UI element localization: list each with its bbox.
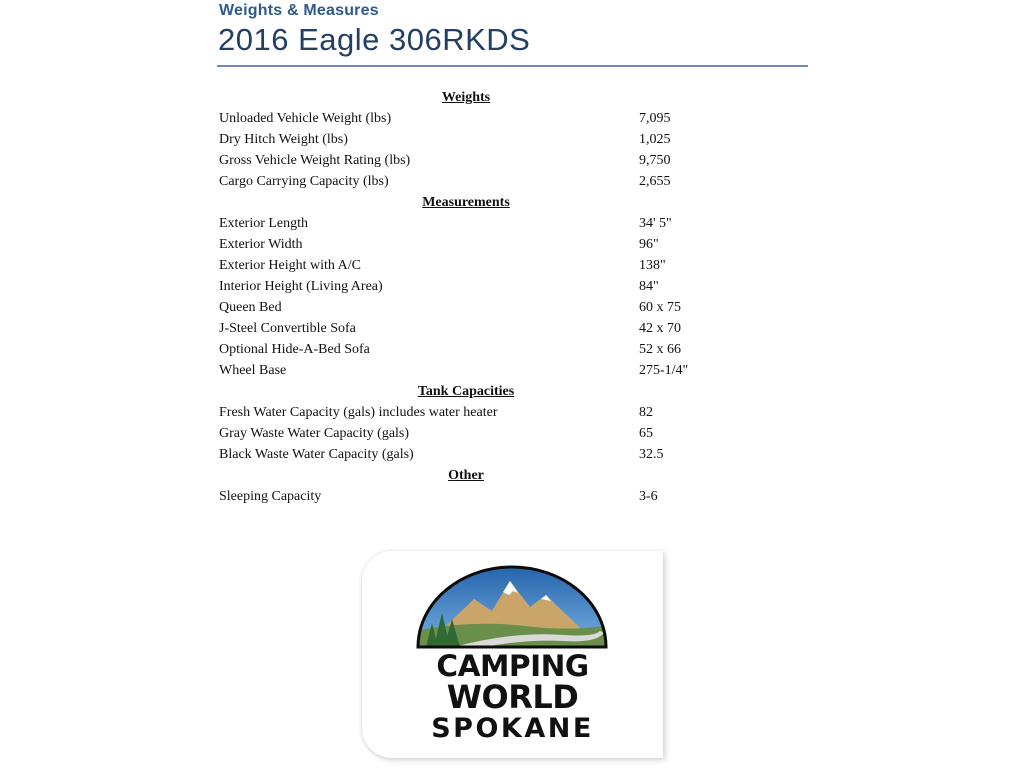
spec-row	[219, 171, 719, 192]
spec-row	[219, 318, 719, 339]
spec-value: 34' 5"	[639, 216, 672, 231]
page-title: 2016 Eagle 306RKDS	[218, 22, 531, 57]
spec-value: 82	[639, 405, 653, 420]
spec-sheet	[219, 87, 719, 507]
spec-label: Cargo Carrying Capacity (lbs)	[219, 174, 389, 189]
spec-row	[219, 360, 719, 381]
section-heading: Measurements	[422, 195, 510, 210]
section-heading: Other	[448, 468, 484, 483]
spec-label: Exterior Width	[219, 237, 303, 252]
spec-value: 1,025	[639, 132, 671, 147]
spec-label: Black Waste Water Capacity (gals)	[219, 447, 414, 462]
spec-label: Interior Height (Living Area)	[219, 279, 383, 294]
section-heading: Tank Capacities	[417, 384, 515, 399]
spec-label: Gray Waste Water Capacity (gals)	[219, 426, 410, 441]
spec-label: Fresh Water Capacity (gals) includes water heater	[219, 405, 498, 420]
spec-row	[219, 423, 719, 444]
camping-world-logo	[362, 551, 663, 758]
spec-label: Queen Bed	[219, 300, 282, 315]
spec-label: Sleeping Capacity	[219, 489, 322, 504]
spec-row	[219, 150, 719, 171]
mountain-badge-icon	[414, 561, 610, 653]
title-divider	[217, 65, 808, 67]
spec-value: 7,095	[639, 111, 671, 126]
spec-row	[219, 108, 719, 129]
spec-row	[219, 444, 719, 465]
spec-value: 84"	[639, 279, 659, 294]
spec-value: 52 x 66	[639, 342, 681, 357]
spec-row	[219, 129, 719, 150]
spec-value: 32.5	[639, 447, 664, 462]
spec-row	[219, 402, 719, 423]
spec-row	[219, 297, 719, 318]
spec-label: Gross Vehicle Weight Rating (lbs)	[219, 153, 411, 168]
spec-value: 65	[639, 426, 653, 441]
spec-value: 2,655	[639, 174, 671, 189]
spec-row	[219, 255, 719, 276]
spec-label: Wheel Base	[219, 363, 287, 378]
spec-value: 96"	[639, 237, 659, 252]
spec-label: Dry Hitch Weight (lbs)	[219, 132, 348, 147]
section-heading: Weights	[441, 90, 491, 105]
logo-spokane-text: SPOKANE	[431, 713, 594, 744]
spec-row	[219, 276, 719, 297]
spec-value: 275-1/4"	[639, 363, 689, 378]
spec-label: J-Steel Convertible Sofa	[219, 321, 356, 336]
spec-value: 60 x 75	[639, 300, 681, 315]
spec-row	[219, 234, 719, 255]
document-kicker: Weights & Measures	[219, 2, 379, 19]
spec-label: Exterior Length	[219, 216, 309, 231]
logo-world-text: WORLD	[446, 678, 579, 716]
spec-row	[219, 339, 719, 360]
spec-label: Exterior Height with A/C	[219, 258, 361, 273]
spec-value: 3-6	[639, 489, 658, 504]
spec-row	[219, 486, 719, 507]
spec-value: 138"	[639, 258, 666, 273]
spec-label: Optional Hide-A-Bed Sofa	[219, 342, 370, 357]
spec-label: Unloaded Vehicle Weight (lbs)	[219, 111, 392, 126]
spec-value: 9,750	[639, 153, 671, 168]
spec-value: 42 x 70	[639, 321, 681, 336]
logo-camping-text: CAMPING	[436, 649, 589, 683]
spec-row	[219, 213, 719, 234]
